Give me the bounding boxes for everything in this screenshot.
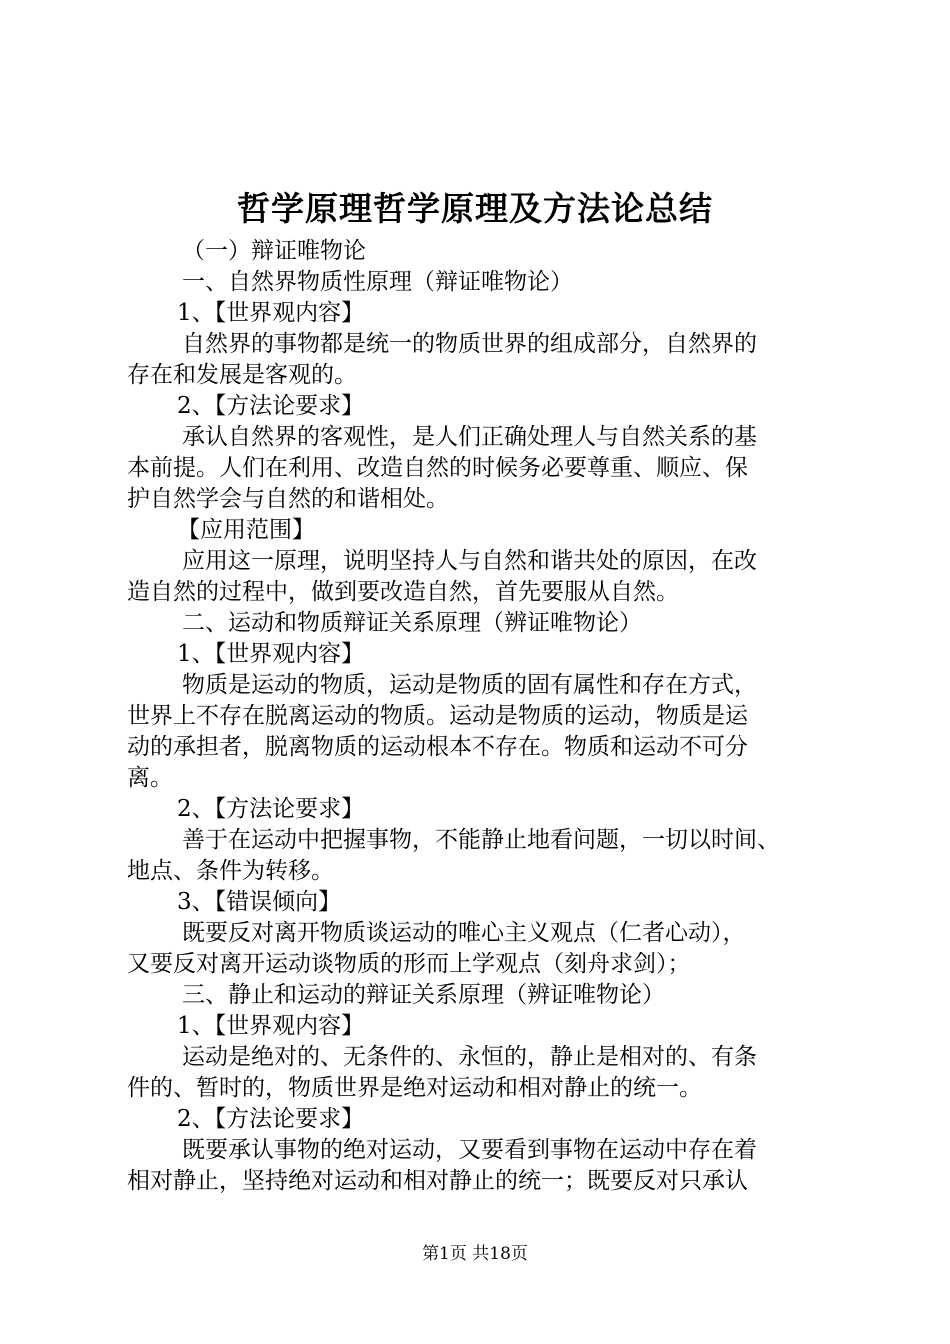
text-line: 造自然的过程中，做到要改造自然，首先要服从自然。 [127, 579, 679, 605]
section-heading [127, 236, 839, 267]
paragraph [127, 670, 839, 794]
text-line: 1、【世界观内容】 [177, 641, 365, 667]
text-line: 2、【方法论要求】 [177, 796, 365, 822]
text-line: 件的、暂时的，物质世界是绝对运动和相对静止的统一。 [127, 1075, 702, 1101]
document-title: 哲学原理哲学原理及方法论总结 [237, 189, 713, 228]
paragraph [127, 422, 839, 515]
subheading [127, 1011, 839, 1042]
subheading [127, 298, 839, 329]
text-line: 二、运动和物质辩证关系原理（辨证唯物论） [182, 610, 642, 636]
text-line: 物质是运动的物质，运动是物质的固有属性和存在方式， [182, 672, 757, 698]
paragraph [127, 825, 839, 887]
text-line: 1、【世界观内容】 [177, 1013, 365, 1039]
text-line: 地点、条件为转移。 [127, 858, 334, 884]
text-line: 又要反对离开运动谈物质的形而上学观点（刻舟求剑）； [127, 951, 691, 977]
paragraph [127, 546, 839, 608]
text-line: 1、【世界观内容】 [177, 300, 365, 326]
subheading [127, 794, 839, 825]
subheading [127, 391, 839, 422]
text-line: 既要承认事物的绝对运动，又要看到事物在运动中存在着 [182, 1137, 757, 1163]
subheading [127, 887, 839, 918]
text-line: 一、自然界物质性原理（辩证唯物论） [182, 269, 573, 295]
text-line: 3、【错误倾向】 [177, 889, 342, 915]
paragraph [127, 918, 839, 980]
paragraph [127, 1135, 839, 1197]
text-line: 运动是绝对的、无条件的、永恒的，静止是相对的、有条 [182, 1044, 757, 1070]
text-line: 【应用范围】 [177, 517, 315, 543]
page-footer: 第1页 共18页 [422, 1244, 528, 1264]
paragraph [127, 1042, 839, 1104]
text-line: 离。 [127, 765, 173, 791]
text-line: 三、静止和运动的辩证关系原理（辨证唯物论） [182, 982, 665, 1008]
text-line: 护自然学会与自然的和谐相处。 [127, 486, 449, 512]
text-line: 应用这一原理，说明坚持人与自然和谐共处的原因，在改 [182, 548, 757, 574]
text-line: 善于在运动中把握事物，不能静止地看问题，一切以时间、 [182, 827, 780, 853]
principle-heading [127, 980, 839, 1011]
text-line: 承认自然界的客观性，是人们正确处理人与自然关系的基 [182, 424, 757, 450]
text-line: 相对静止，坚持绝对运动和相对静止的统一；既要反对只承认 [127, 1168, 748, 1194]
text-line: 世界上不存在脱离运动的物质。运动是物质的运动，物质是运 [127, 703, 748, 729]
subheading [127, 639, 839, 670]
text-line: （一）辩证唯物论 [182, 238, 366, 264]
principle-heading [127, 608, 839, 639]
text-line: 2、【方法论要求】 [177, 1106, 365, 1132]
document-body [127, 236, 839, 1197]
subheading [127, 1104, 839, 1135]
principle-heading [127, 267, 839, 298]
text-line: 动的承担者，脱离物质的运动根本不存在。物质和运动不可分 [127, 734, 748, 760]
paragraph [127, 329, 839, 391]
text-line: 自然界的事物都是统一的物质世界的组成部分，自然界的 [182, 331, 757, 357]
text-line: 既要反对离开物质谈运动的唯心主义观点（仁者心动）， [182, 920, 746, 946]
text-line: 存在和发展是客观的。 [127, 362, 357, 388]
text-line: 本前提。人们在利用、改造自然的时候务必要尊重、顺应、保 [127, 455, 748, 481]
text-line: 2、【方法论要求】 [177, 393, 365, 419]
subheading [127, 515, 839, 546]
